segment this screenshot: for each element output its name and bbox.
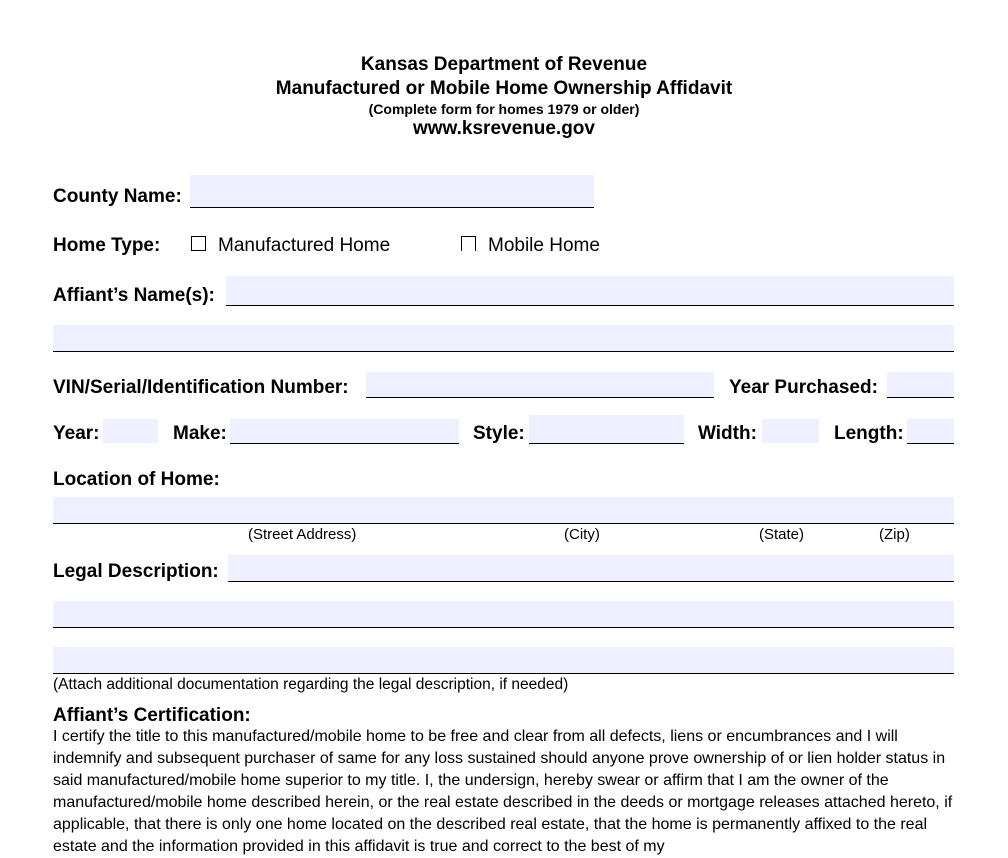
form-title: Manufactured or Mobile Home Ownership Affidavit bbox=[275, 78, 733, 99]
manufactured-home-label: Manufactured Home bbox=[218, 235, 391, 256]
location-input[interactable] bbox=[53, 497, 954, 524]
length-input[interactable] bbox=[907, 419, 954, 444]
agency-name: Kansas Department of Revenue bbox=[360, 54, 648, 75]
affiants-names-input-2[interactable] bbox=[53, 325, 954, 352]
width-input[interactable] bbox=[762, 419, 819, 443]
length-label: Length: bbox=[834, 423, 904, 444]
style-label: Style: bbox=[473, 423, 525, 444]
vin-input[interactable] bbox=[366, 372, 714, 398]
street-address-sublabel: (Street Address) bbox=[248, 526, 357, 543]
certification-text: I certify the title to this manufactured/mobile home to be free and clear from all defects, liens or encumbrances and I will indemnify and subsequent purchaser of same for any loss sustained should anyone prove ownership of or lien holder status in said manufactured/mobile home superior to my title. I, the undersign, hereby swear or affirm that I am the owner of the manufactured/mobile home described herein, or the real estate described in the deeds or mortgage releases attached hereto, if applicable, that there is only one home located on the described real estate, that the home is permanently affixed to the real estate and the information provided in this affidavit is true and correct to the best of my bbox=[53, 728, 953, 855]
certification-heading: Affiant’s Certification: bbox=[53, 705, 251, 726]
make-label: Make: bbox=[173, 423, 227, 444]
affiants-names-label: Affiant’s Name(s): bbox=[53, 285, 215, 306]
year-input[interactable] bbox=[103, 419, 158, 443]
location-label: Location of Home: bbox=[53, 469, 220, 490]
year-label: Year: bbox=[53, 423, 100, 444]
legal-description-input-1[interactable] bbox=[228, 555, 954, 582]
state-sublabel: (State) bbox=[759, 526, 805, 543]
make-input[interactable] bbox=[230, 419, 459, 444]
mobile-home-label: Mobile Home bbox=[488, 235, 600, 256]
county-name-input[interactable] bbox=[190, 175, 594, 208]
legal-description-note: (Attach additional documentation regarding the legal description, if needed) bbox=[53, 676, 569, 693]
form-note: (Complete form for homes 1979 or older) bbox=[368, 101, 640, 117]
vin-label: VIN/Serial/Identification Number: bbox=[53, 377, 349, 398]
website: www.ksrevenue.gov bbox=[413, 118, 595, 139]
zip-sublabel: (Zip) bbox=[879, 526, 910, 543]
mobile-home-checkbox[interactable] bbox=[461, 236, 476, 251]
year-purchased-label: Year Purchased: bbox=[729, 377, 878, 398]
manufactured-home-checkbox[interactable] bbox=[191, 236, 206, 251]
style-input[interactable] bbox=[529, 415, 684, 444]
width-label: Width: bbox=[698, 423, 757, 444]
legal-description-input-2[interactable] bbox=[53, 601, 954, 628]
county-name-label: County Name: bbox=[53, 186, 182, 207]
legal-description-label: Legal Description: bbox=[53, 561, 219, 582]
legal-description-input-3[interactable] bbox=[53, 647, 954, 674]
affiants-names-input-1[interactable] bbox=[226, 276, 954, 306]
year-purchased-input[interactable] bbox=[887, 372, 954, 398]
home-type-label: Home Type: bbox=[53, 235, 161, 256]
city-sublabel: (City) bbox=[564, 526, 600, 543]
